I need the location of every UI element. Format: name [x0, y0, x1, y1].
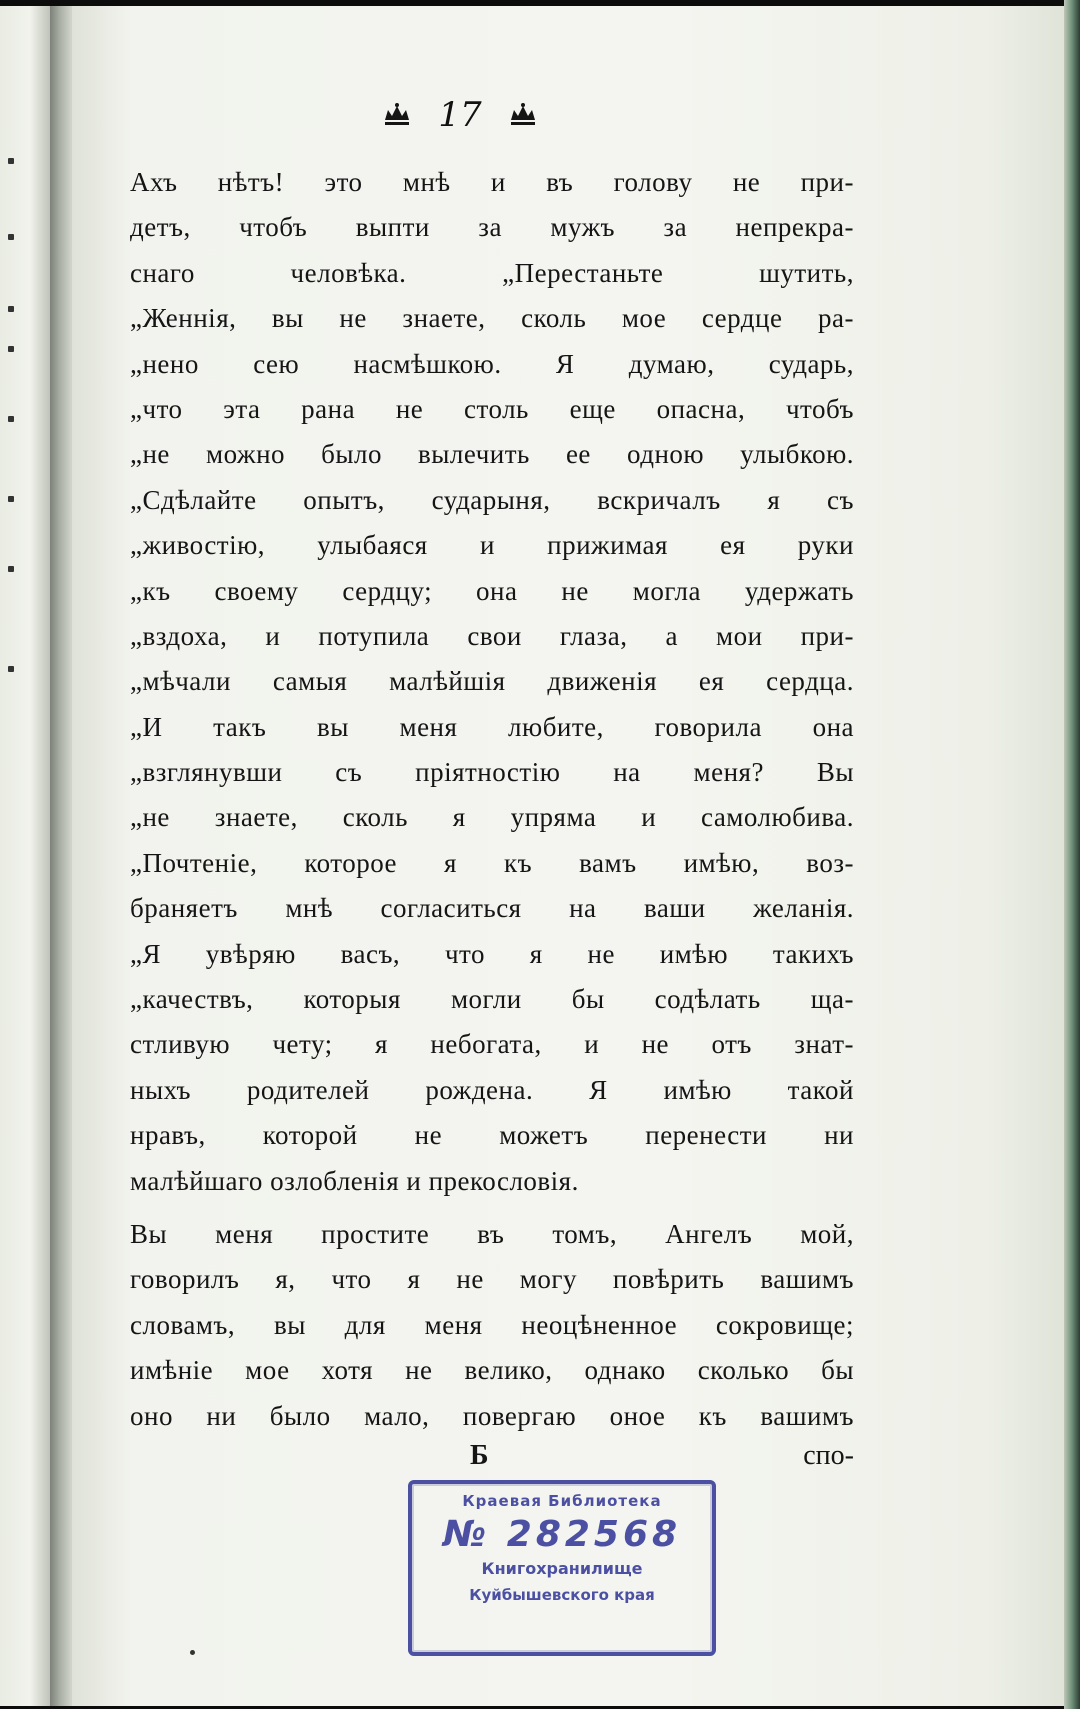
- book-gutter: [50, 6, 74, 1706]
- text-line: „взглянувши съ пріятностію на меня? Вы: [130, 757, 854, 788]
- page-footer: [130, 1440, 854, 1480]
- stamp-library-name: Краевая Библиотека: [462, 1492, 662, 1510]
- text-line: „Сдѣлайте опытъ, сударыня, вскричалъ я съ: [130, 484, 854, 515]
- text-line: снаго человѣка. „Перестаньте шутить,: [130, 257, 854, 288]
- text-line: говорилъ я, что я не могу повѣрить вашимъ: [130, 1264, 854, 1295]
- text-line: ныхъ родителей рождена. Я имѣю такой: [130, 1074, 854, 1105]
- stamp-region: Куйбышевского края: [469, 1586, 655, 1604]
- text-line: Вы меня простите въ томъ, Ангелъ мой,: [130, 1218, 854, 1249]
- text-line: словамъ, вы для меня неоцѣненное сокровище;: [130, 1309, 854, 1340]
- text-line: имѣніе мое хотя не велико, однако сколько бы: [130, 1355, 854, 1386]
- text-line: Ахъ нѣтъ! это мнѣ и въ голову не при-: [130, 167, 854, 197]
- text-line: „живостію, улыбаяся и прижимая ея руки: [130, 530, 854, 561]
- text-line: „нено сею насмѣшкою. Я думаю, сударь,: [130, 348, 854, 379]
- text-line: браняетъ мнѣ согласиться на ваши желанія.: [130, 893, 854, 924]
- text-line: „не знаете, сколь я упряма и самолюбива.: [130, 802, 854, 833]
- text-line: „къ своему сердцу; она не могла удержать: [130, 575, 854, 606]
- page-number: 17: [438, 95, 482, 135]
- text-line: нравъ, которой не можетъ перенести ни: [130, 1120, 854, 1151]
- text-line: „качествъ, которыя могли бы содѣлать ща-: [130, 984, 854, 1015]
- left-page-edge: [0, 6, 50, 1706]
- text-line: „мѣчали самыя малѣйшія движенія ея сердца.: [130, 666, 854, 697]
- text-line: „Почтеніе, которое я къ вамъ имѣю, воз-: [130, 847, 854, 878]
- body-text: [130, 160, 854, 1439]
- text-line: „вздоха, и потупила свои глаза, а мои при-: [130, 620, 854, 651]
- catchword: спо-: [803, 1440, 854, 1471]
- crown-ornament-icon: [508, 100, 538, 130]
- text-line: малѣйшаго озлобленія и прекословія.: [130, 1165, 579, 1196]
- ink-speck: [190, 1650, 195, 1655]
- text-line: „Женнія, вы не знаете, сколь мое сердце ра-: [130, 303, 854, 334]
- text-line: оно ни было мало, повергаю оное къ вашимъ: [130, 1400, 854, 1431]
- stamp-number: № 282568: [442, 1514, 682, 1555]
- text-line: „не можно было вылечить ее одною улыбкою.: [130, 439, 854, 470]
- text-line: „И такъ вы меня любите, говорила она: [130, 711, 854, 742]
- text-line: детъ, чтобъ выпти за мужъ за непрекра-: [130, 212, 854, 243]
- library-stamp: [408, 1480, 716, 1656]
- text-line: „что эта рана не столь еще опасна, чтобъ: [130, 393, 854, 424]
- text-line: стливую чету; я небогата, и не отъ знат-: [130, 1029, 854, 1060]
- page-header: [360, 90, 560, 140]
- signature-mark: Б: [470, 1440, 489, 1471]
- crown-ornament-icon: [382, 100, 412, 130]
- text-line: „Я увѣряю васъ, что я не имѣю такихъ: [130, 938, 854, 969]
- stamp-depository: Книгохранилище: [481, 1559, 643, 1578]
- right-page-edge: [1064, 0, 1080, 1709]
